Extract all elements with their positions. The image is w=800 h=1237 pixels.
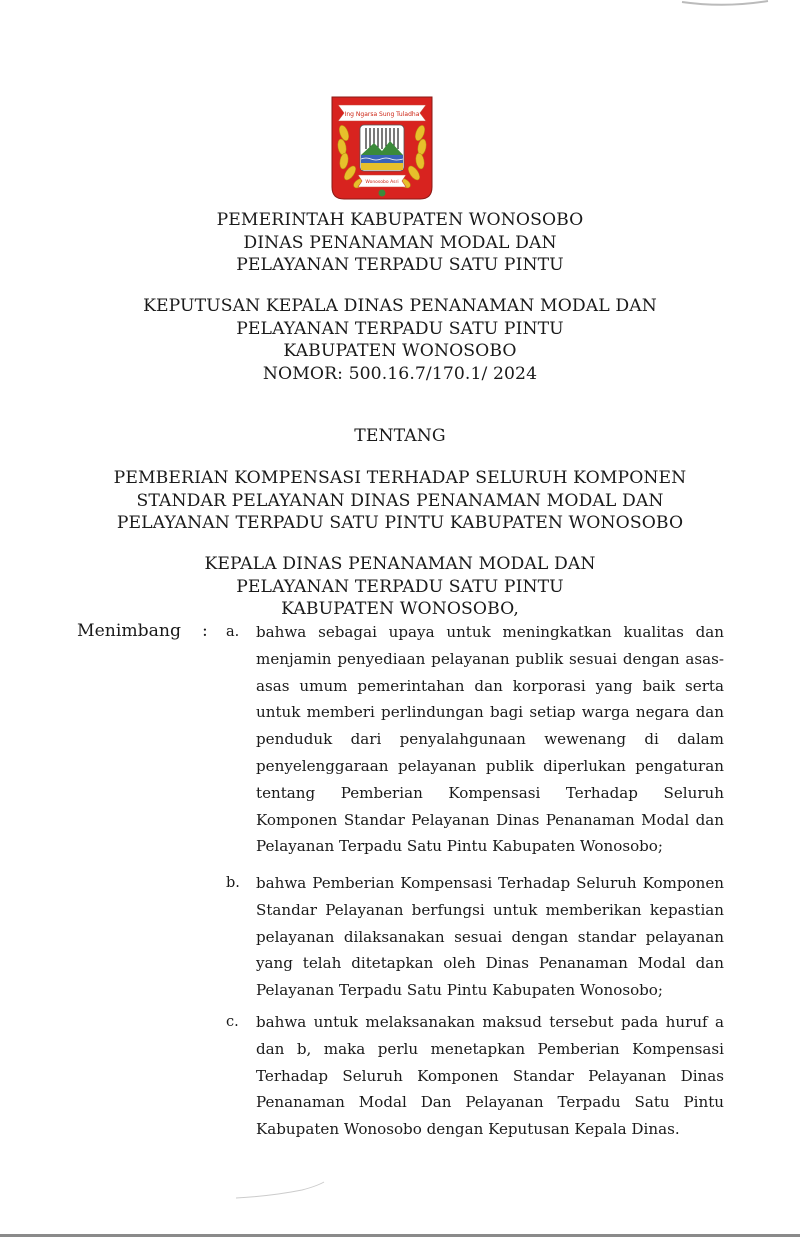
paragraph-line: menjamin penyediaan pelayanan publik sesuai dengan asas- xyxy=(256,649,724,668)
official-title-line: KEPALA DINAS PENANAMAN MODAL DAN xyxy=(204,554,596,574)
wonosobo-regency-emblem-icon xyxy=(330,95,434,201)
item-marker: c. xyxy=(226,1014,239,1030)
paragraph-line: bahwa untuk melaksanakan maksud tersebut pada huruf a xyxy=(256,1013,724,1031)
paragraph-line: Penanaman Modal Dan Pelayanan Terpadu Satu Pintu xyxy=(256,1093,724,1112)
emblem-banner-text: Ing Ngarsa Sung Tuladha xyxy=(344,111,420,118)
paragraph-line: yang telah ditetapkan oleh Dinas Penanaman Modal dan xyxy=(256,954,724,973)
institution-header-line: PELAYANAN TERPADU SATU PINTU xyxy=(236,255,564,275)
institution-header-line: PEMERINTAH KABUPATEN WONOSOBO xyxy=(216,210,584,230)
scan-artifact-top xyxy=(680,0,770,8)
paragraph-line: asas umum pemerintahan dan korporasi yang baik serta xyxy=(256,676,724,695)
paragraph-line: bahwa Pemberian Kompensasi Terhadap Seluruh Komponen xyxy=(256,874,724,892)
paragraph-line: dan b, maka perlu menetapkan Pemberian Kompensasi xyxy=(256,1039,724,1058)
paragraph-line: penduduk dari penyalahgunaan wewenang di dalam xyxy=(256,730,724,749)
decree-subject xyxy=(0,467,800,535)
decree-subject-line: PEMBERIAN KOMPENSASI TERHADAP SELURUH KOMPONEN xyxy=(113,468,687,488)
item-marker: a. xyxy=(226,624,240,640)
decree-title-line: KEPUTUSAN KEPALA DINAS PENANAMAN MODAL DAN xyxy=(143,296,657,316)
menimbang-label: Menimbang xyxy=(77,621,181,641)
paragraph-line: Pelayanan Terpadu Satu Pintu Kabupaten Wonosobo; xyxy=(256,837,663,856)
paragraph-line: penyelenggaraan pelayanan publik diperlukan pengaturan xyxy=(256,756,724,775)
decree-title-line: PELAYANAN TERPADU SATU PINTU xyxy=(236,318,564,339)
tentang-heading: TENTANG xyxy=(354,426,446,446)
item-marker: b. xyxy=(226,875,240,891)
paragraph-line: Pelayanan Terpadu Satu Pintu Kabupaten Wonosobo; xyxy=(256,981,663,1000)
official-title-line: KABUPATEN WONOSOBO, xyxy=(281,599,519,619)
paragraph-line: Terhadap Seluruh Komponen Standar Pelayanan Dinas xyxy=(256,1066,724,1085)
institution-header xyxy=(0,209,800,277)
decree-subject-line: PELAYANAN TERPADU SATU PINTU KABUPATEN WONOSOBO xyxy=(116,513,684,533)
paragraph-line: Komponen Standar Pelayanan Dinas Penanaman Modal dan xyxy=(256,810,724,829)
decree-subject-line: STANDAR PELAYANAN DINAS PENANAMAN MODAL DAN xyxy=(136,490,664,511)
official-title xyxy=(0,553,800,621)
decree-title xyxy=(0,295,800,385)
institution-header-line: DINAS PENANAMAN MODAL DAN xyxy=(243,232,557,253)
scan-artifact-bottom xyxy=(232,1180,332,1204)
decree-number: NOMOR: 500.16.7/170.1/ 2024 xyxy=(262,363,538,384)
paragraph-line: pelayanan dilaksanakan sesuai dengan standar pelayanan xyxy=(256,927,724,946)
paragraph-line: Kabupaten Wonosobo dengan Keputusan Kepala Dinas. xyxy=(256,1120,680,1139)
paragraph-line: untuk memberi perlindungan bagi setiap warga negara dan xyxy=(256,703,724,722)
paragraph-line: bahwa sebagai upaya untuk meningkatkan kualitas dan xyxy=(256,623,724,641)
menimbang-colon: : xyxy=(202,621,208,641)
official-title-line: PELAYANAN TERPADU SATU PINTU xyxy=(236,576,564,597)
emblem-motto-text: Wonosobo Asri xyxy=(365,180,399,185)
paragraph-line: tentang Pemberian Kompensasi Terhadap Seluruh xyxy=(256,783,724,802)
decree-title-line: KABUPATEN WONOSOBO xyxy=(283,341,517,361)
paragraph-line: Standar Pelayanan berfungsi untuk memberikan kepastian xyxy=(256,900,724,919)
